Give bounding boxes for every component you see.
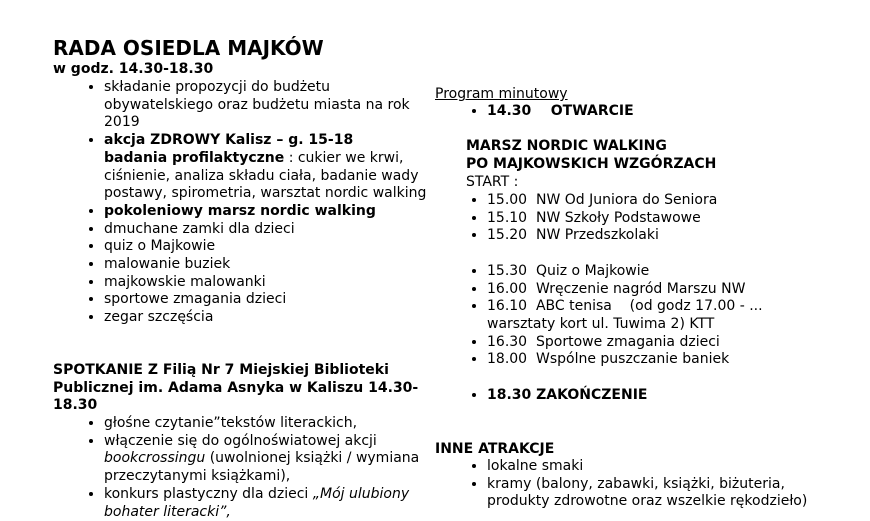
schedule-list: [487, 192, 857, 404]
opening-list: [487, 103, 857, 121]
list-item-bold: akcja ZDROWY Kalisz – g. 15-18: [104, 132, 354, 149]
list-item-italic: „Mój ulubiony bohater literacki”,: [104, 485, 410, 520]
list-item: • 18.30 ZAKOŃCZENIE: [487, 387, 857, 405]
program-title: Program minutowy: [435, 86, 568, 102]
other-attractions-list: [487, 458, 817, 511]
list-item: • 15.30 Quiz o Majkowie: [487, 263, 857, 281]
list-item: • lokalne smaki: [487, 458, 817, 476]
list-item-text: włączenie się do ogólnoświatowej akcji: [104, 432, 377, 449]
list-item-text: (uwolnionej książki / wymiana przeczytanymi książkami),: [104, 450, 420, 485]
start-label: START :: [466, 174, 519, 190]
list-item: • kramy (balony, zabawki, książki, biżuteria, produkty zdrowotne oraz wszelkie rękodzieło): [487, 476, 817, 511]
list-item: • składanie propozycji do budżetu obywatelskiego oraz budżetu miasta na rok 2019: [104, 79, 439, 132]
list-item: [104, 486, 439, 521]
list-item: • 15.00 NW Od Juniora do Seniora: [487, 192, 857, 210]
list-item-italic: bookcrossingu: [104, 450, 206, 467]
library-heading: SPOTKANIE Z Filią Nr 7 Miejskiej Biblioteki Publicznej im. Adama Asnyka w Kaliszu 14.30-18.30: [53, 362, 419, 414]
list-item-bold: badania profilaktyczne: [104, 149, 285, 166]
list-item: • 15.10 NW Szkoły Podstawowe: [487, 210, 857, 228]
list-item-text: : cukier we krwi, ciśnienie, analiza składu ciała, badanie wady postawy, spirometria, warsztat nordic walking: [104, 149, 427, 202]
marsz-heading-line-2: PO MAJKOWSKICH WZGÓRZACH: [466, 156, 717, 172]
marsz-heading-line-1: MARSZ NORDIC WALKING: [466, 138, 667, 154]
list-gap: [487, 245, 857, 263]
list-item: • pokoleniowy marsz nordic walking: [104, 203, 439, 221]
list-item: • malowanie buziek: [104, 256, 439, 274]
list-item: • dmuchane zamki dla dzieci: [104, 221, 439, 239]
list-item: [104, 433, 439, 486]
list-item: • 16.10 ABC tenisa (od godz 17.00 - ... warsztaty kort ul. Tuwima 2) KTT: [487, 298, 807, 333]
other-attractions-heading: INNE ATRAKCJE: [435, 441, 555, 457]
list-item: • sportowe zmagania dzieci: [104, 291, 439, 309]
page-title: RADA OSIEDLA MAJKÓW: [53, 36, 324, 60]
hours-label: w godz. 14.30-18.30: [53, 61, 214, 77]
list-item: • 15.20 NW Przedszkolaki: [487, 227, 857, 245]
council-activities-list: [104, 79, 439, 327]
list-item: • majkowskie malowanki: [104, 274, 439, 292]
list-item: • 16.30 Sportowe zmagania dzieci: [487, 334, 857, 352]
list-item: • zegar szczęścia: [104, 309, 439, 327]
list-item: • 16.00 Wręczenie nagród Marszu NW: [487, 281, 857, 299]
list-item: [104, 132, 439, 203]
list-gap: [487, 369, 857, 387]
list-item: • 14.30 OTWARCIE: [487, 103, 857, 121]
list-item: • quiz o Majkowie: [104, 238, 439, 256]
list-item-text: konkurs plastyczny dla dzieci: [104, 485, 313, 502]
library-activities-list: [104, 415, 439, 521]
list-item: • głośne czytanie”tekstów literackich,: [104, 415, 439, 433]
list-item: • 18.00 Wspólne puszczanie baniek: [487, 351, 857, 369]
